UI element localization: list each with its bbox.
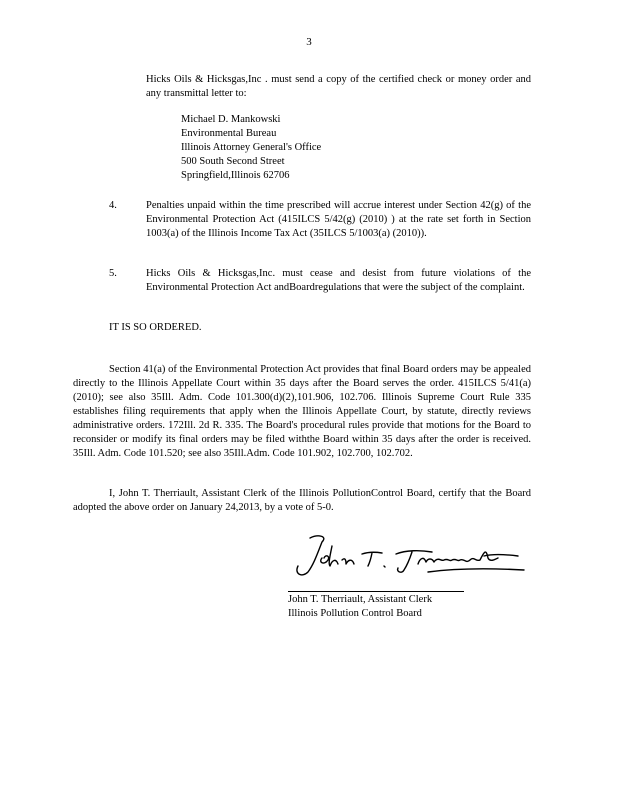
address-line: Michael D. Mankowski [181,114,281,125]
certification-paragraph [73,487,531,515]
intro-paragraph: Hicks Oils & Hicksgas,Inc . must send a copy of the certified check or money order and any transmittal letter to: [146,74,531,99]
item-number: 4. [109,200,117,211]
address-line: Springfield,Illinois 62706 [181,170,290,181]
appeal-paragraph-text: Section 41(a) of the Environmental Protection Act provides that final Board orders may be appealed directly to the Illinois Appellate Court within 35 days after the Board serves the order. 415ILCS 5/41(a) (2010); see also 35Ill. Adm. Code 101.300(d)(2),101.906, 102.706. Illinois Supreme Court Rule 335 establishes filing requirements that apply when the Illinois Appellate Court, by statute, directly reviews administrative orders. 172Ill. 2d R. 335. The Board's procedural rules provide that motions for the Board to reconsider or modify its final orders may be filed withthe Board within 35 days after the order is received. 35Ill. Adm. Code 101.520; see also 35Ill.Adm. Code 101.902, 102.700, 102.702. [73,364,531,459]
mailing-address [181,113,321,183]
item-text: Penalties unpaid within the time prescribed will accrue interest under Section 42(g) of the Environmental Protection Act (415ILCS 5/42(g) (2010) ) at the rate set forth in Section 1003(a) of the Illinois Income Tax Act (35ILCS 5/1003(a) (2010)). [146,200,531,239]
appeal-paragraph [73,363,531,461]
signer-name-title: John T. Therriault, Assistant Clerk [288,594,433,605]
so-ordered-line: IT IS SO ORDERED. [109,322,202,333]
signature-block [288,593,432,621]
certification-text: I, John T. Therriault, Assistant Clerk of the Illinois PollutionControl Board, certify that the Board adopted the above order on January 24,2013, by a vote of 5-0. [73,488,531,513]
handwritten-signature [288,528,528,588]
address-line: Illinois Attorney General's Office [181,142,322,153]
address-line: Environmental Bureau [181,128,277,139]
item-number: 5. [109,268,117,279]
item-text: Hicks Oils & Hicksgas,Inc. must cease and desist from future violations of the Environmental Protection Act andBoardregulations that were the subject of the complaint. [146,268,531,293]
signer-organization: Illinois Pollution Control Board [288,608,422,619]
address-line: 500 South Second Street [181,156,285,167]
page-number: 3 [306,36,312,48]
signature-line [288,591,464,592]
